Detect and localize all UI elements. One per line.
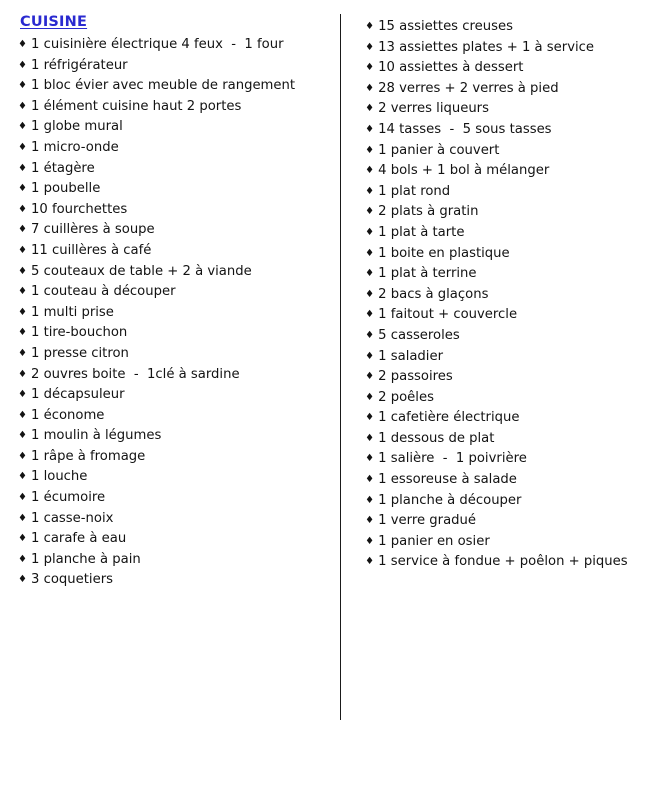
- kitchen-item-list-left: [18, 35, 328, 591]
- list-item: [18, 220, 328, 241]
- list-item: [18, 282, 328, 303]
- diamond-bullet-icon: ♦: [18, 347, 27, 359]
- list-item: [18, 97, 328, 118]
- list-item-label: 1 décapsuleur: [31, 387, 125, 403]
- list-item-label: 1 râpe à fromage: [31, 448, 146, 464]
- list-item: [18, 179, 328, 200]
- list-item-label: 7 cuillères à soupe: [31, 222, 155, 238]
- diamond-bullet-icon: ♦: [365, 165, 375, 177]
- list-item: [365, 244, 654, 265]
- page-title: CUISINE: [20, 14, 88, 30]
- list-item-label: 1 élément cuisine haut 2 portes: [31, 98, 242, 114]
- list-item-label: 1 boite en plastique: [378, 245, 510, 261]
- list-item: [18, 117, 328, 138]
- list-item: [365, 470, 654, 491]
- diamond-bullet-icon: ♦: [18, 389, 27, 401]
- two-column-layout: [18, 14, 654, 720]
- list-item: [365, 449, 654, 470]
- diamond-bullet-icon: ♦: [365, 185, 375, 197]
- list-item-label: 1 plat rond: [378, 183, 451, 199]
- list-item-label: 1 louche: [31, 469, 88, 485]
- diamond-bullet-icon: ♦: [18, 450, 27, 462]
- column-divider: [340, 14, 341, 720]
- list-item-label: 1 saladier: [378, 348, 444, 364]
- list-item: [18, 385, 328, 406]
- list-item-label: 5 couteaux de table + 2 à viande: [31, 263, 252, 279]
- diamond-bullet-icon: ♦: [18, 162, 27, 174]
- list-item-label: 1 étagère: [31, 160, 95, 176]
- diamond-bullet-icon: ♦: [365, 62, 375, 74]
- list-item: [18, 529, 328, 550]
- list-item: [365, 552, 654, 573]
- list-item-label: 1 panier en osier: [378, 533, 490, 549]
- list-item: [365, 223, 654, 244]
- list-item: [18, 344, 328, 365]
- list-item: [18, 488, 328, 509]
- diamond-bullet-icon: ♦: [365, 41, 375, 53]
- list-item-label: 1 couteau à découper: [31, 284, 176, 300]
- list-item-label: 1 plat à terrine: [378, 266, 477, 282]
- list-item-label: 2 plats à gratin: [378, 204, 479, 220]
- diamond-bullet-icon: ♦: [365, 556, 375, 568]
- list-item-label: 1 écumoire: [31, 490, 106, 506]
- diamond-bullet-icon: ♦: [365, 391, 375, 403]
- diamond-bullet-icon: ♦: [365, 474, 375, 486]
- list-item: [365, 511, 654, 532]
- diamond-bullet-icon: ♦: [18, 533, 27, 545]
- list-item-label: 1 essoreuse à salade: [378, 472, 517, 488]
- list-item: [365, 182, 654, 203]
- diamond-bullet-icon: ♦: [18, 224, 27, 236]
- list-item-label: 1 moulin à légumes: [31, 428, 162, 444]
- list-item-label: 1 cuisinière électrique 4 feux - 1 four: [31, 37, 284, 52]
- list-item-label: 14 tasses - 5 sous tasses: [378, 121, 552, 137]
- list-item: [18, 241, 328, 262]
- diamond-bullet-icon: ♦: [365, 535, 375, 547]
- list-item: [365, 99, 654, 120]
- list-item-label: 1 presse citron: [31, 345, 129, 361]
- list-item: [18, 447, 328, 468]
- list-item: [365, 202, 654, 223]
- list-item: [18, 200, 328, 221]
- list-item: [365, 161, 654, 182]
- list-item-label: 10 assiettes à dessert: [378, 60, 524, 76]
- diamond-bullet-icon: ♦: [365, 494, 375, 506]
- list-item: [365, 532, 654, 553]
- list-item: [365, 491, 654, 512]
- right-column: [343, 14, 654, 573]
- list-item: [365, 408, 654, 429]
- list-item: [18, 159, 328, 180]
- diamond-bullet-icon: ♦: [18, 512, 27, 524]
- list-item-label: 2 verres liqueurs: [378, 101, 489, 117]
- list-item: [18, 467, 328, 488]
- diamond-bullet-icon: ♦: [18, 286, 27, 298]
- diamond-bullet-icon: ♦: [18, 368, 27, 380]
- list-item-label: 2 bacs à glaçons: [378, 286, 489, 302]
- list-item-label: 1 service à fondue + poêlon + piques: [378, 554, 628, 570]
- list-item-label: 11 cuillères à café: [31, 242, 152, 258]
- list-item: [18, 509, 328, 530]
- diamond-bullet-icon: ♦: [18, 306, 27, 318]
- list-item: [365, 429, 654, 450]
- list-item-label: 1 multi prise: [31, 304, 114, 320]
- diamond-bullet-icon: ♦: [365, 144, 375, 156]
- list-item: [365, 58, 654, 79]
- list-item-label: 2 passoires: [378, 369, 453, 385]
- list-item: [365, 264, 654, 285]
- list-item-label: 1 faitout + couvercle: [378, 307, 518, 323]
- diamond-bullet-icon: ♦: [18, 39, 27, 50]
- list-item: [365, 17, 654, 38]
- diamond-bullet-icon: ♦: [365, 309, 375, 321]
- diamond-bullet-icon: ♦: [365, 21, 375, 32]
- diamond-bullet-icon: ♦: [365, 268, 375, 280]
- left-column: [18, 14, 338, 591]
- list-item: [18, 406, 328, 427]
- list-item: [18, 56, 328, 77]
- diamond-bullet-icon: ♦: [18, 121, 27, 133]
- list-item: [18, 138, 328, 159]
- list-item: [18, 303, 328, 324]
- diamond-bullet-icon: ♦: [365, 82, 375, 94]
- diamond-bullet-icon: ♦: [18, 471, 27, 483]
- list-item: [365, 285, 654, 306]
- list-item-label: 1 poubelle: [31, 181, 101, 197]
- diamond-bullet-icon: ♦: [18, 430, 27, 442]
- list-item: [365, 305, 654, 326]
- diamond-bullet-icon: ♦: [365, 371, 375, 383]
- diamond-bullet-icon: ♦: [365, 412, 375, 424]
- diamond-bullet-icon: ♦: [365, 123, 375, 135]
- diamond-bullet-icon: ♦: [365, 288, 375, 300]
- diamond-bullet-icon: ♦: [365, 247, 375, 259]
- list-item-label: 1 plat à tarte: [378, 224, 465, 240]
- list-item-label: 3 coquetiers: [31, 572, 113, 588]
- list-item: [365, 38, 654, 59]
- diamond-bullet-icon: ♦: [365, 432, 375, 444]
- diamond-bullet-icon: ♦: [18, 141, 27, 153]
- kitchen-item-list-right: [365, 17, 654, 573]
- list-item-label: 2 ouvres boite - 1clé à sardine: [31, 366, 240, 382]
- diamond-bullet-icon: ♦: [365, 103, 375, 115]
- diamond-bullet-icon: ♦: [18, 244, 27, 256]
- list-item-label: 1 micro-onde: [31, 139, 119, 155]
- list-item-label: 1 dessous de plat: [378, 430, 495, 446]
- diamond-bullet-icon: ♦: [365, 350, 375, 362]
- diamond-bullet-icon: ♦: [365, 226, 375, 238]
- list-item-label: 1 réfrigérateur: [31, 57, 128, 73]
- diamond-bullet-icon: ♦: [18, 409, 27, 421]
- list-item-label: 1 planche à pain: [31, 551, 141, 567]
- list-item: [18, 76, 328, 97]
- diamond-bullet-icon: ♦: [18, 80, 27, 92]
- list-item: [18, 35, 328, 56]
- list-item: [18, 426, 328, 447]
- list-item-label: 1 verre gradué: [378, 513, 476, 529]
- diamond-bullet-icon: ♦: [365, 453, 375, 465]
- diamond-bullet-icon: ♦: [18, 203, 27, 215]
- diamond-bullet-icon: ♦: [365, 329, 375, 341]
- diamond-bullet-icon: ♦: [365, 515, 375, 527]
- list-item: [365, 347, 654, 368]
- list-item-label: 28 verres + 2 verres à pied: [378, 80, 559, 96]
- list-item: [18, 262, 328, 283]
- list-item: [18, 323, 328, 344]
- diamond-bullet-icon: ♦: [365, 206, 375, 218]
- list-item: [18, 570, 328, 591]
- diamond-bullet-icon: ♦: [18, 327, 27, 339]
- list-item-label: 1 panier à couvert: [378, 142, 500, 158]
- diamond-bullet-icon: ♦: [18, 59, 27, 71]
- list-item-label: 1 tire-bouchon: [31, 325, 128, 341]
- list-item-label: 5 casseroles: [378, 327, 460, 343]
- list-item-label: 1 salière - 1 poivrière: [378, 451, 527, 467]
- list-item-label: 1 économe: [31, 407, 105, 423]
- list-item: [365, 141, 654, 162]
- diamond-bullet-icon: ♦: [18, 265, 27, 277]
- list-item: [18, 550, 328, 571]
- diamond-bullet-icon: ♦: [18, 100, 27, 112]
- list-item: [365, 120, 654, 141]
- list-item: [365, 388, 654, 409]
- list-item-label: 1 globe mural: [31, 119, 123, 135]
- diamond-bullet-icon: ♦: [18, 492, 27, 504]
- list-item-label: 13 assiettes plates + 1 à service: [378, 39, 595, 55]
- diamond-bullet-icon: ♦: [18, 183, 27, 195]
- list-item: [365, 367, 654, 388]
- list-item-label: 1 casse-noix: [31, 510, 114, 526]
- list-item-label: 4 bols + 1 bol à mélanger: [378, 163, 550, 179]
- list-item: [18, 365, 328, 386]
- diamond-bullet-icon: ♦: [18, 553, 27, 565]
- list-item-label: 1 carafe à eau: [31, 531, 127, 547]
- list-item: [365, 326, 654, 347]
- list-item-label: 15 assiettes creuses: [378, 19, 513, 34]
- list-item-label: 1 cafetière électrique: [378, 410, 520, 426]
- list-item-label: 1 planche à découper: [378, 492, 522, 508]
- diamond-bullet-icon: ♦: [18, 574, 27, 586]
- list-item: [365, 79, 654, 100]
- list-item-label: 2 poêles: [378, 389, 434, 405]
- list-item-label: 10 fourchettes: [31, 201, 128, 217]
- list-item-label: 1 bloc évier avec meuble de rangement: [31, 78, 296, 94]
